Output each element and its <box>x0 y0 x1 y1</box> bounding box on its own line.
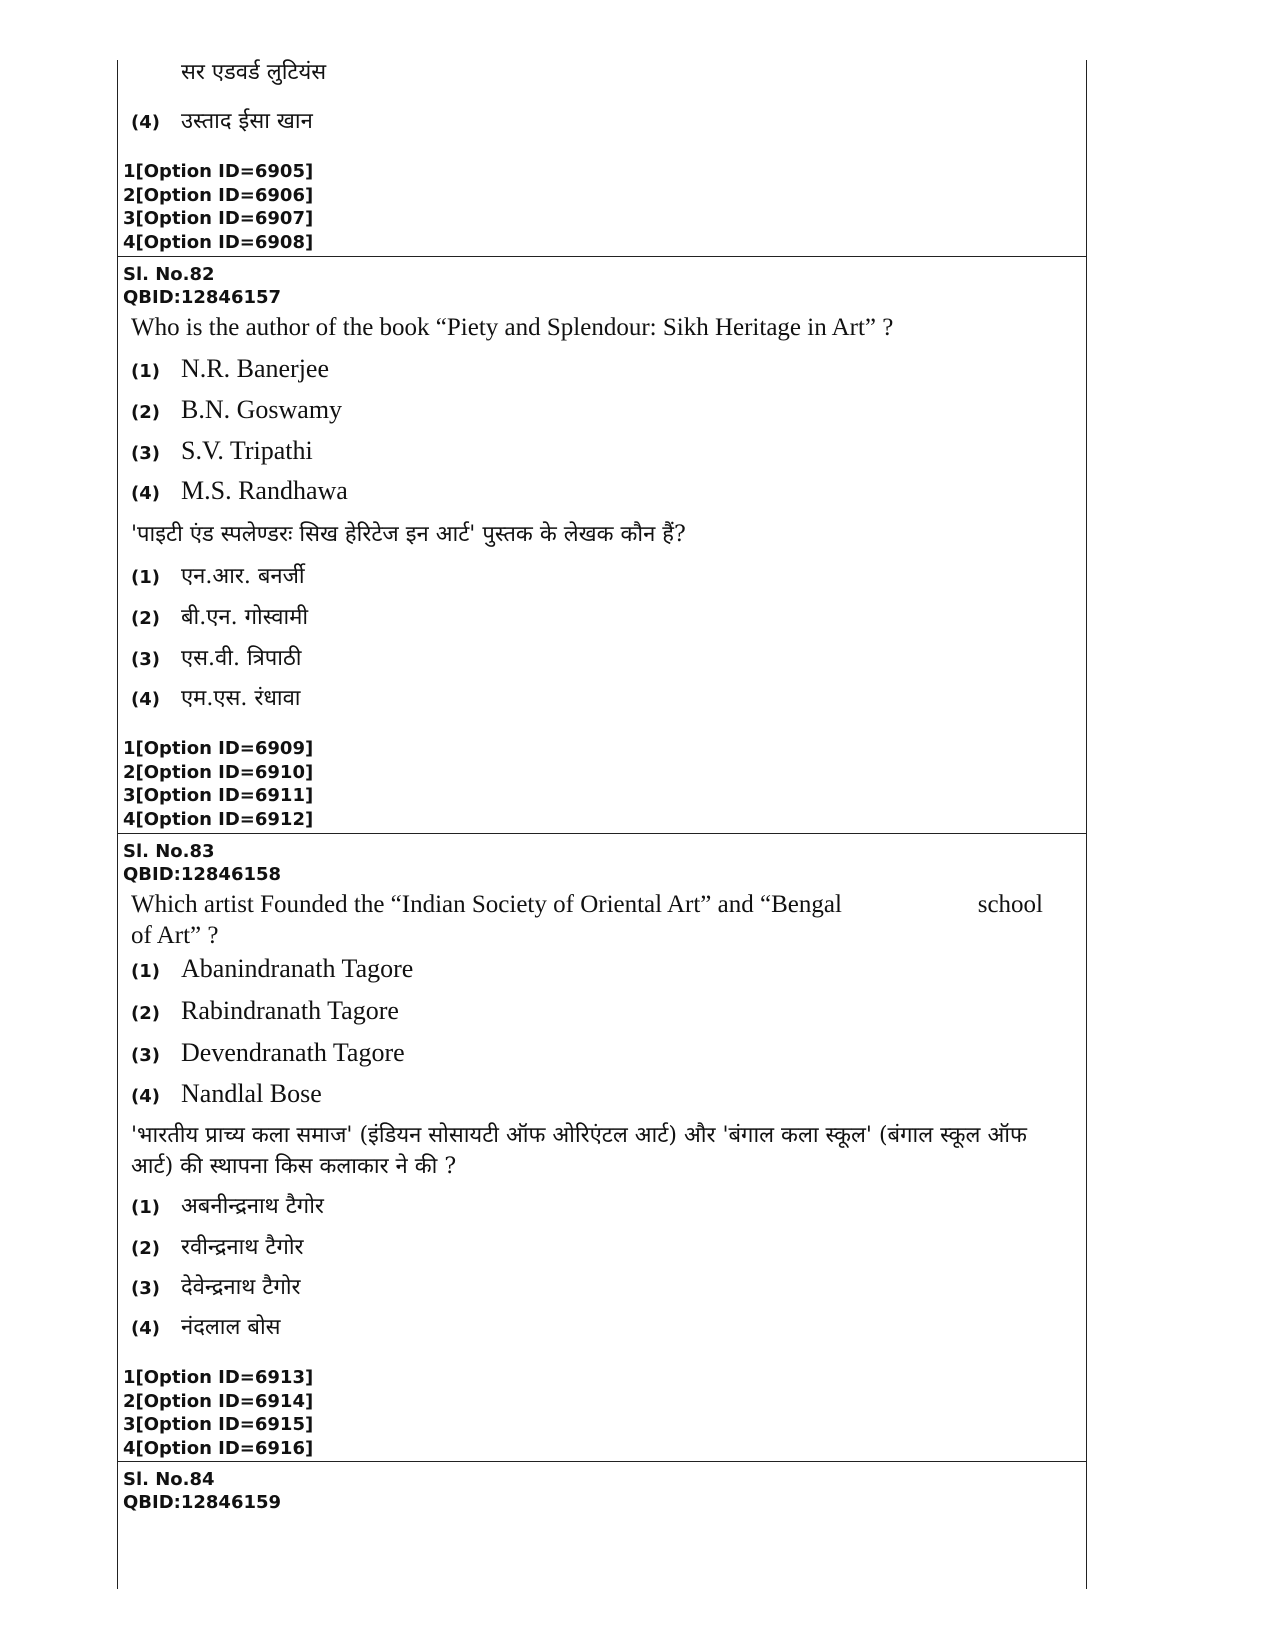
section-divider <box>118 1461 1086 1462</box>
option-id: 4[Option ID=6916] <box>123 1437 314 1459</box>
option-number: (1) <box>131 361 160 382</box>
option-text: Abanindranath Tagore <box>181 954 414 983</box>
option-hi-1 <box>131 1190 324 1220</box>
option-text: एन.आर. बनर्जी <box>181 564 305 589</box>
option-ids <box>123 1366 313 1460</box>
qbid: QBID:12846159 <box>123 1492 282 1513</box>
option-id: 2[Option ID=6906] <box>123 184 314 206</box>
option-en-1 <box>131 954 413 984</box>
option-id: 2[Option ID=6914] <box>123 1390 314 1412</box>
option-number: (4) <box>131 112 160 133</box>
option-text: एस.वी. त्रिपाठी <box>181 646 302 671</box>
option-number: (2) <box>131 1238 160 1259</box>
option-en-1 <box>131 354 329 384</box>
option-number: (1) <box>131 567 160 588</box>
question-text-en <box>131 889 1043 951</box>
option-number: (2) <box>131 402 160 423</box>
sl-number: Sl. No.83 <box>123 841 215 862</box>
option-number: (2) <box>131 1003 160 1024</box>
question-line-1-end: school <box>977 891 1043 918</box>
option-id: 1[Option ID=6905] <box>123 161 314 182</box>
option-text: नंदलाल बोस <box>181 1315 281 1340</box>
option-text: बी.एन. गोस्वामी <box>181 605 309 630</box>
option-hi-2 <box>131 601 308 631</box>
option-text: Rabindranath Tagore <box>181 996 399 1025</box>
question-line-1: Which artist Founded the “Indian Society of Oriental Art” and “Bengal <box>131 891 842 918</box>
question-text-hi: 'भारतीय प्राच्य कला समाज' (इंडियन सोसायटी ऑफ ओरिएंटल आर्ट) और 'बंगाल कला स्कूल' (बंगाल स्कूल ऑफ आर्ट) की स्थापना किस कलाकार ने की ? <box>131 1123 1027 1179</box>
prev-option-ids <box>123 160 313 254</box>
option-id: 4[Option ID=6912] <box>123 808 314 830</box>
option-number: (3) <box>131 1045 160 1066</box>
option-text: M.S. Randhawa <box>181 476 348 505</box>
option-en-4 <box>131 1079 322 1109</box>
option-number: (4) <box>131 1318 160 1339</box>
option-number: (2) <box>131 608 160 629</box>
option-hi-1 <box>131 560 305 590</box>
option-number: (1) <box>131 961 160 982</box>
option-hi-2 <box>131 1231 304 1261</box>
option-id: 1[Option ID=6909] <box>123 738 314 759</box>
option-id: 4[Option ID=6908] <box>123 231 314 253</box>
option-number: (4) <box>131 1086 160 1107</box>
option-number: (3) <box>131 649 160 670</box>
option-text: देवेन्द्रनाथ टैगोर <box>181 1275 301 1300</box>
option-id: 3[Option ID=6907] <box>123 208 314 229</box>
option-hi-4 <box>131 1311 281 1341</box>
option-number: (4) <box>131 483 160 504</box>
question-text-hi: 'पाइटी एंड स्पलेण्डरः सिख हेरिटेज इन आर्ट' पुस्तक के लेखक कौन हैं? <box>131 522 686 547</box>
option-number: (3) <box>131 1278 160 1299</box>
option-id: 3[Option ID=6915] <box>123 1414 314 1435</box>
option-number: (4) <box>131 689 160 710</box>
option-text: एम.एस. रंधावा <box>181 686 301 711</box>
option-text: अबनीन्द्रनाथ टैगोर <box>181 1194 324 1219</box>
section-divider <box>118 833 1086 834</box>
option-text: Devendranath Tagore <box>181 1038 405 1067</box>
option-id: 3[Option ID=6911] <box>123 785 314 806</box>
option-id: 2[Option ID=6910] <box>123 761 314 783</box>
sl-number: Sl. No.84 <box>123 1469 215 1490</box>
option-en-3 <box>131 436 313 466</box>
option-text: N.R. Banerjee <box>181 354 330 383</box>
sl-number: Sl. No.82 <box>123 264 215 285</box>
option-number: (3) <box>131 443 160 464</box>
option-text: रवीन्द्रनाथ टैगोर <box>181 1235 304 1260</box>
option-hi-4 <box>131 682 301 712</box>
question-line-2: of Art” ? <box>131 922 219 949</box>
option-text: B.N. Goswamy <box>181 395 343 424</box>
option-en-2 <box>131 395 342 425</box>
question-text-en: Who is the author of the book “Piety and Splendour: Sikh Heritage in Art” ? <box>131 314 894 341</box>
option-en-2 <box>131 996 399 1026</box>
option-ids <box>123 737 313 831</box>
option-number: (1) <box>131 1197 160 1218</box>
prev-option-4 <box>131 105 313 135</box>
qbid: QBID:12846158 <box>123 864 282 885</box>
prev-option-3-continuation: सर एडवर्ड लुटियंस <box>181 60 327 85</box>
option-id: 1[Option ID=6913] <box>123 1367 314 1388</box>
option-en-3 <box>131 1038 405 1068</box>
question-paper-frame <box>117 60 1087 1589</box>
option-hi-3 <box>131 1271 301 1301</box>
option-text: उस्ताद ईसा खान <box>181 109 313 134</box>
qbid: QBID:12846157 <box>123 287 282 308</box>
section-divider <box>118 256 1086 257</box>
option-text: S.V. Tripathi <box>181 436 313 465</box>
option-text: Nandlal Bose <box>181 1079 322 1108</box>
option-en-4 <box>131 476 348 506</box>
option-hi-3 <box>131 642 301 672</box>
